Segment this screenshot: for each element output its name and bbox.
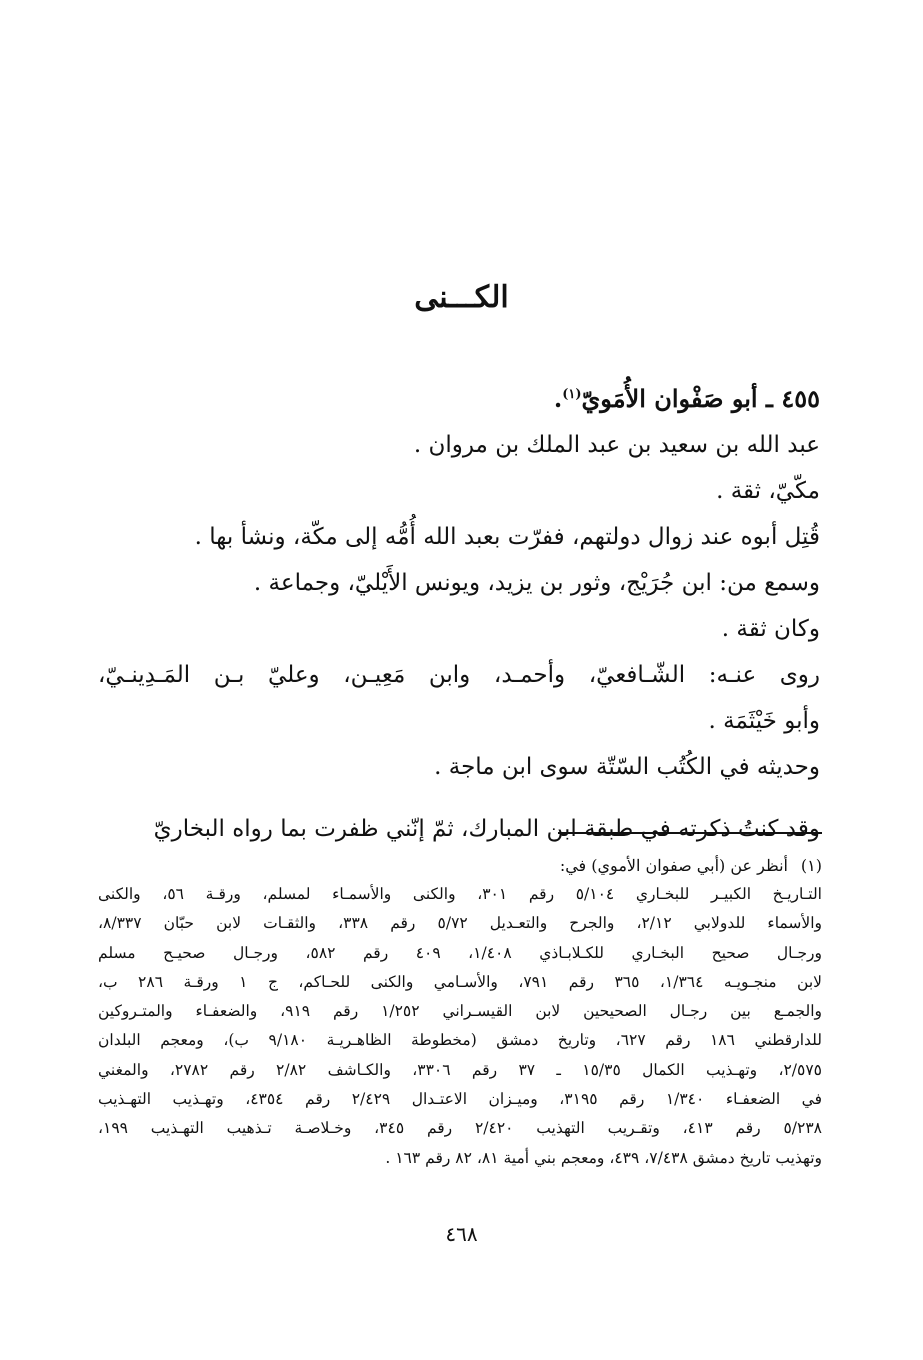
footnote-line: التـاريـخ الكبيـر للبخـاري ٥/١٠٤ رقم ٣٠١، والكنى والأسمـاء لمسلم، ورقـة ٥٦، والكنى xyxy=(98,885,822,903)
entry-line-students-cont: وأبو خَيْثَمَة . xyxy=(708,708,820,734)
footnote-line: والجمـع بين رجـال الصحيحين لابن القيسـراني ١/٢٥٢ رقم ٩١٩، والضعفـاء والمتـروكين xyxy=(98,1002,822,1021)
entry-line-students: روى عنـه: الشّـافعيّ، وأحمـد، وابن مَعِيـن، وعليّ بـن المَـدِينـيّ، xyxy=(98,662,820,688)
entry-heading-text: ٤٥٥ ـ أبو صَفْوان الأُمَويّ xyxy=(581,384,820,413)
footnote-line: ٥/٢٣٨ رقم ٤١٣، وتقـريب التهذيب ٢/٤٢٠ رقم ٣٤٥، وخـلاصـة تـذهيب التهـذيب ١٩٩، xyxy=(98,1119,822,1138)
entry-heading-end: . xyxy=(553,384,563,413)
entry-line-full-name: عبد الله بن سعيد بن عبد الملك بن مروان . xyxy=(413,432,820,458)
entry-line-books: وحديثه في الكُتُب السّتّة سوى ابن ماجة . xyxy=(434,754,820,780)
entry-line-origin: مكّيّ، ثقة . xyxy=(716,478,820,504)
footnote-line: لابن منجـويـه ١/٣٦٤، ٣٦٥ رقم ٧٩١، والأسـامي والكنى للحـاكم، ج ١ ورقـة ٢٨٦ ب، xyxy=(98,972,822,991)
footnote-line: للدارقطني ١٨٦ رقم ٦٢٧، وتاريخ دمشق (مخطوطة الظاهـريـة ٩/١٨٠ ب)، ومعجم البلدان xyxy=(98,1031,822,1050)
page-number: ٤٦٨ xyxy=(445,1222,478,1246)
footnote-line: في الضعفـاء ١/٣٤٠ رقم ٣١٩٥، وميـزان الاعتـدال ٢/٤٢٩ رقم ٤٣٥٤، وتهـذيب التهـذيب xyxy=(98,1090,822,1109)
footnote-head xyxy=(98,852,822,880)
footnotes xyxy=(98,852,822,1173)
entry-heading xyxy=(98,372,820,422)
footnote-separator xyxy=(558,832,822,834)
section-title: الكـــنى xyxy=(414,280,509,315)
footnote-reference[interactable]: (١) xyxy=(562,387,582,402)
footnote-line: ٢/٥٧٥، وتهـذيب الكمال ١٥/٣٥ ـ ٣٧ رقم ٣٣٠٦، والكـاشف ٢/٨٢ رقم ٢٧٨٢، والمغني xyxy=(98,1060,822,1079)
footnote-line: ورجـال صحيح البخـاري للكـلابـاذي ١/٤٠٨، ٤٠٩ رقم ٥٨٢، ورجـال صحيـح مسلم xyxy=(98,943,822,962)
footnote-line: وتهذيب تاريخ دمشق ٧/٤٣٨، ٤٣٩، ومعجم بني أمية ٨١، ٨٢ رقم ١٦٣ . xyxy=(385,1148,822,1167)
entry-line-history: قُتِل أبوه عند زوال دولتهم، ففرّت بعبد الله أُمُّه إلى مكّة، ونشأ بها . xyxy=(194,524,820,550)
entry-body xyxy=(98,372,820,852)
entry-line-reliability: وكان ثقة . xyxy=(721,616,820,642)
entry-line-note: وقد كنتُ ذكرته في طبقة ابن المبارك، ثمّ إنّني ظفرت بما رواه البخاريّ xyxy=(153,816,820,842)
entry-line-teachers: وسمع من: ابن جُرَيْج، وثور بن يزيد، ويونس الأَيْليّ، وجماعة . xyxy=(253,570,820,596)
footnote-intro: أنظر عن (أبي صفوان الأموي) في: xyxy=(559,856,788,875)
footnote-line: والأسماء للدولابي ٢/١٢، والجرح والتعـديل ٥/٧٢ رقم ٣٣٨، والثقـات لابن حبّان ٨/٣٣٧، xyxy=(98,914,822,933)
footnote-number: (١) xyxy=(800,856,822,875)
